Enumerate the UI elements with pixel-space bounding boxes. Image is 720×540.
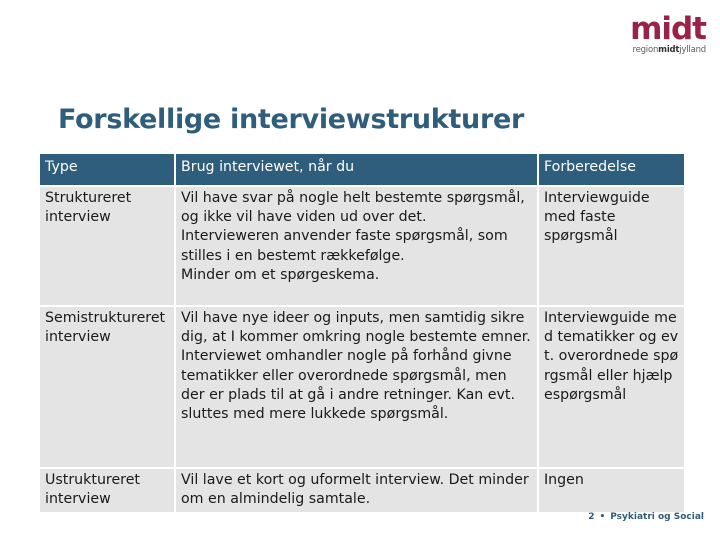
cell-type: Struktureret interview	[39, 186, 175, 306]
cell-preparation: Ingen	[538, 468, 685, 513]
table-header-row	[39, 153, 685, 186]
page-number: 2	[588, 512, 595, 522]
logo-sub-suffix: jylland	[679, 45, 706, 55]
column-header-preparation: Forberedelse	[538, 153, 685, 186]
column-header-type: Type	[39, 153, 175, 186]
cell-usage: Vil have svar på nogle helt bestemte spørgsmål, og ikke vil have viden ud over det. Intervieweren anvender faste spørgsmål, som stilles i en bestemt rækkefølge. Minder om et spørgeskema.	[175, 186, 538, 306]
cell-preparation: Interviewguide med tematikker og evt. overordnede spørgsmål eller hjælpespørgsmål	[538, 306, 685, 468]
cell-type: Semistruktureret interview	[39, 306, 175, 468]
cell-type: Ustruktureret interview	[39, 468, 175, 513]
cell-usage: Vil have nye ideer og inputs, men samtidig sikre dig, at I kommer omkring nogle bestemte emner. Interviewet omhandler nogle på forhånd givne tematikker eller overordnede spørgsmål, men der er plads til at gå i andre retninger. Kan evt. sluttes med mere lukkede spørgsmål.	[175, 306, 538, 468]
cell-preparation: Interviewguide med faste spørgsmål	[538, 186, 685, 306]
column-header-usage: Brug interviewet, når du	[175, 153, 538, 186]
table-row	[39, 468, 685, 513]
footer-label: Psykiatri og Social	[610, 512, 704, 522]
logo-sub-mid: midt	[658, 45, 680, 55]
cell-usage: Vil lave et kort og uformelt interview. Det minder om en almindelig samtale.	[175, 468, 538, 513]
logo-wordmark: midt	[630, 11, 706, 47]
table-row	[39, 186, 685, 306]
table-row	[39, 306, 685, 468]
slide-footer	[588, 512, 704, 522]
interview-structure-table	[38, 152, 686, 514]
region-midtjylland-logo	[614, 11, 706, 56]
logo-sub-prefix: region	[632, 45, 659, 55]
slide-title: Forskellige interviewstrukturer	[58, 104, 524, 135]
footer-separator: •	[599, 512, 606, 522]
logo-subtitle	[614, 45, 706, 55]
